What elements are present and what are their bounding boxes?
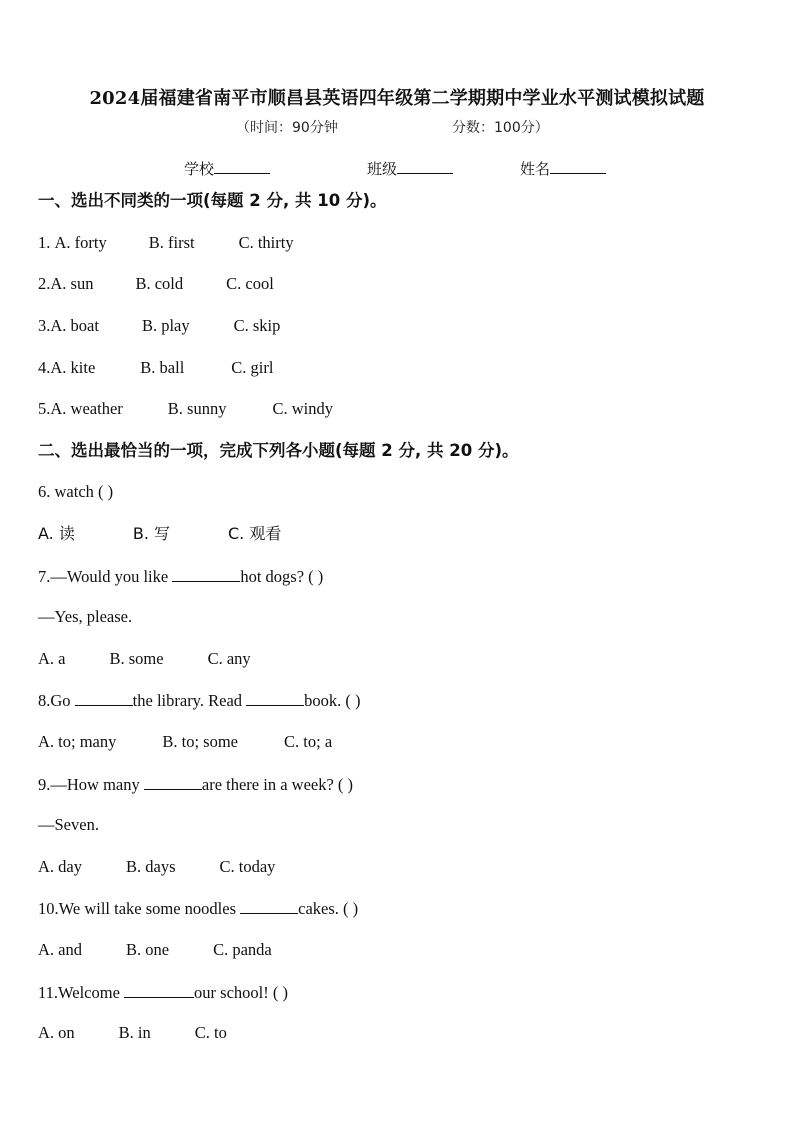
answer-blank <box>240 897 298 914</box>
name-blank <box>550 158 606 174</box>
option-a: A. weather <box>50 399 123 418</box>
answer-blank <box>246 689 304 706</box>
option-b: B. play <box>141 316 190 335</box>
school-field <box>184 158 270 179</box>
class-blank <box>397 158 453 174</box>
option-a: A. sun <box>50 274 94 293</box>
question-7-text-end: hot dogs? ( ) <box>240 567 324 586</box>
option-c: C. girl <box>231 358 274 377</box>
question-5 <box>38 398 333 420</box>
question-number: 5. <box>38 399 51 418</box>
option-b: B. 写 <box>132 524 170 543</box>
option-c: C. cool <box>226 274 274 293</box>
option-b: B. in <box>118 1023 151 1042</box>
option-a: A. 读 <box>38 524 75 543</box>
option-b: B. sunny <box>167 399 227 418</box>
question-number: 3. <box>38 316 51 335</box>
option-c: C. thirty <box>238 233 294 252</box>
school-label: 学校 <box>184 160 215 178</box>
question-2 <box>38 273 274 295</box>
exam-subtitle <box>236 117 549 137</box>
option-c: C. today <box>219 857 276 876</box>
option-b: B. one <box>126 940 170 959</box>
option-c: C. to; a <box>284 732 333 751</box>
option-a: A. to; many <box>38 732 117 751</box>
question-number: 2. <box>38 274 51 293</box>
option-c: C. skip <box>233 316 281 335</box>
option-a: A. a <box>38 649 66 668</box>
answer-blank <box>124 981 194 998</box>
student-info-row <box>0 158 794 180</box>
question-11-text: 11.Welcome <box>38 983 125 1002</box>
option-b: B. to; some <box>162 732 239 751</box>
question-11-text-end: our school! ( ) <box>194 983 288 1002</box>
answer-blank <box>172 565 240 582</box>
question-6-stem: 6. watch ( ) <box>38 482 114 501</box>
name-label: 姓名 <box>520 160 551 178</box>
question-9-stem <box>38 773 353 796</box>
exam-time: （时间：90分钟 <box>236 120 338 136</box>
question-9-reply: —Seven. <box>38 815 99 834</box>
answer-blank <box>75 689 133 706</box>
answer-blank <box>144 773 202 790</box>
question-10-options <box>38 939 272 961</box>
question-11-options <box>38 1022 227 1044</box>
option-a: A. day <box>38 857 82 876</box>
option-c: C. to <box>194 1023 227 1042</box>
name-field <box>520 158 606 179</box>
question-8-stem <box>38 689 361 712</box>
question-6-options <box>38 523 281 545</box>
question-9-options <box>38 856 275 878</box>
question-7-text: 7.—Would you like <box>38 567 173 586</box>
question-number: 4. <box>38 358 51 377</box>
option-b: B. first <box>148 233 195 252</box>
exam-title: 2024届福建省南平市顺昌县英语四年级第二学期期中学业水平测试模拟试题 <box>89 88 705 109</box>
section2-heading: 二、选出最恰当的一项，完成下列各小题(每题 2 分, 共 20 分)。 <box>38 441 519 460</box>
school-blank <box>214 158 270 174</box>
question-8-text: 8.Go <box>38 691 75 710</box>
question-11-stem <box>38 981 288 1004</box>
class-label: 班级 <box>367 160 398 178</box>
option-c: C. panda <box>213 940 272 959</box>
option-c: C. any <box>207 649 251 668</box>
option-a: A. and <box>38 940 82 959</box>
question-9-text: 9.—How many <box>38 775 144 794</box>
option-b: B. ball <box>140 358 185 377</box>
question-number: 1. <box>38 233 55 252</box>
question-8-options <box>38 731 332 753</box>
question-3 <box>38 315 280 337</box>
option-b: B. cold <box>135 274 184 293</box>
option-a: A. kite <box>50 358 96 377</box>
question-10-text-end: cakes. ( ) <box>298 899 359 918</box>
question-10-text: 10.We will take some noodles <box>38 899 241 918</box>
question-7-options <box>38 648 251 670</box>
option-a: A. forty <box>54 233 107 252</box>
option-a: A. on <box>38 1023 75 1042</box>
option-a: A. boat <box>50 316 99 335</box>
option-b: B. days <box>126 857 176 876</box>
question-7-stem <box>38 565 323 588</box>
question-8-text-mid: the library. Read <box>132 691 247 710</box>
question-7-reply: —Yes, please. <box>38 607 133 626</box>
option-c: C. windy <box>272 399 333 418</box>
question-1 <box>38 232 294 254</box>
question-10-stem <box>38 897 358 920</box>
question-4 <box>38 357 273 379</box>
section1-heading: 一、选出不同类的一项(每题 2 分, 共 10 分)。 <box>38 191 387 210</box>
question-9-text-end: are there in a week? ( ) <box>201 775 354 794</box>
exam-score: 分数：100分） <box>452 120 549 136</box>
question-8-text-end: book. ( ) <box>304 691 361 710</box>
option-b: B. some <box>109 649 164 668</box>
class-field <box>367 158 453 179</box>
option-c: C. 观看 <box>228 524 282 543</box>
